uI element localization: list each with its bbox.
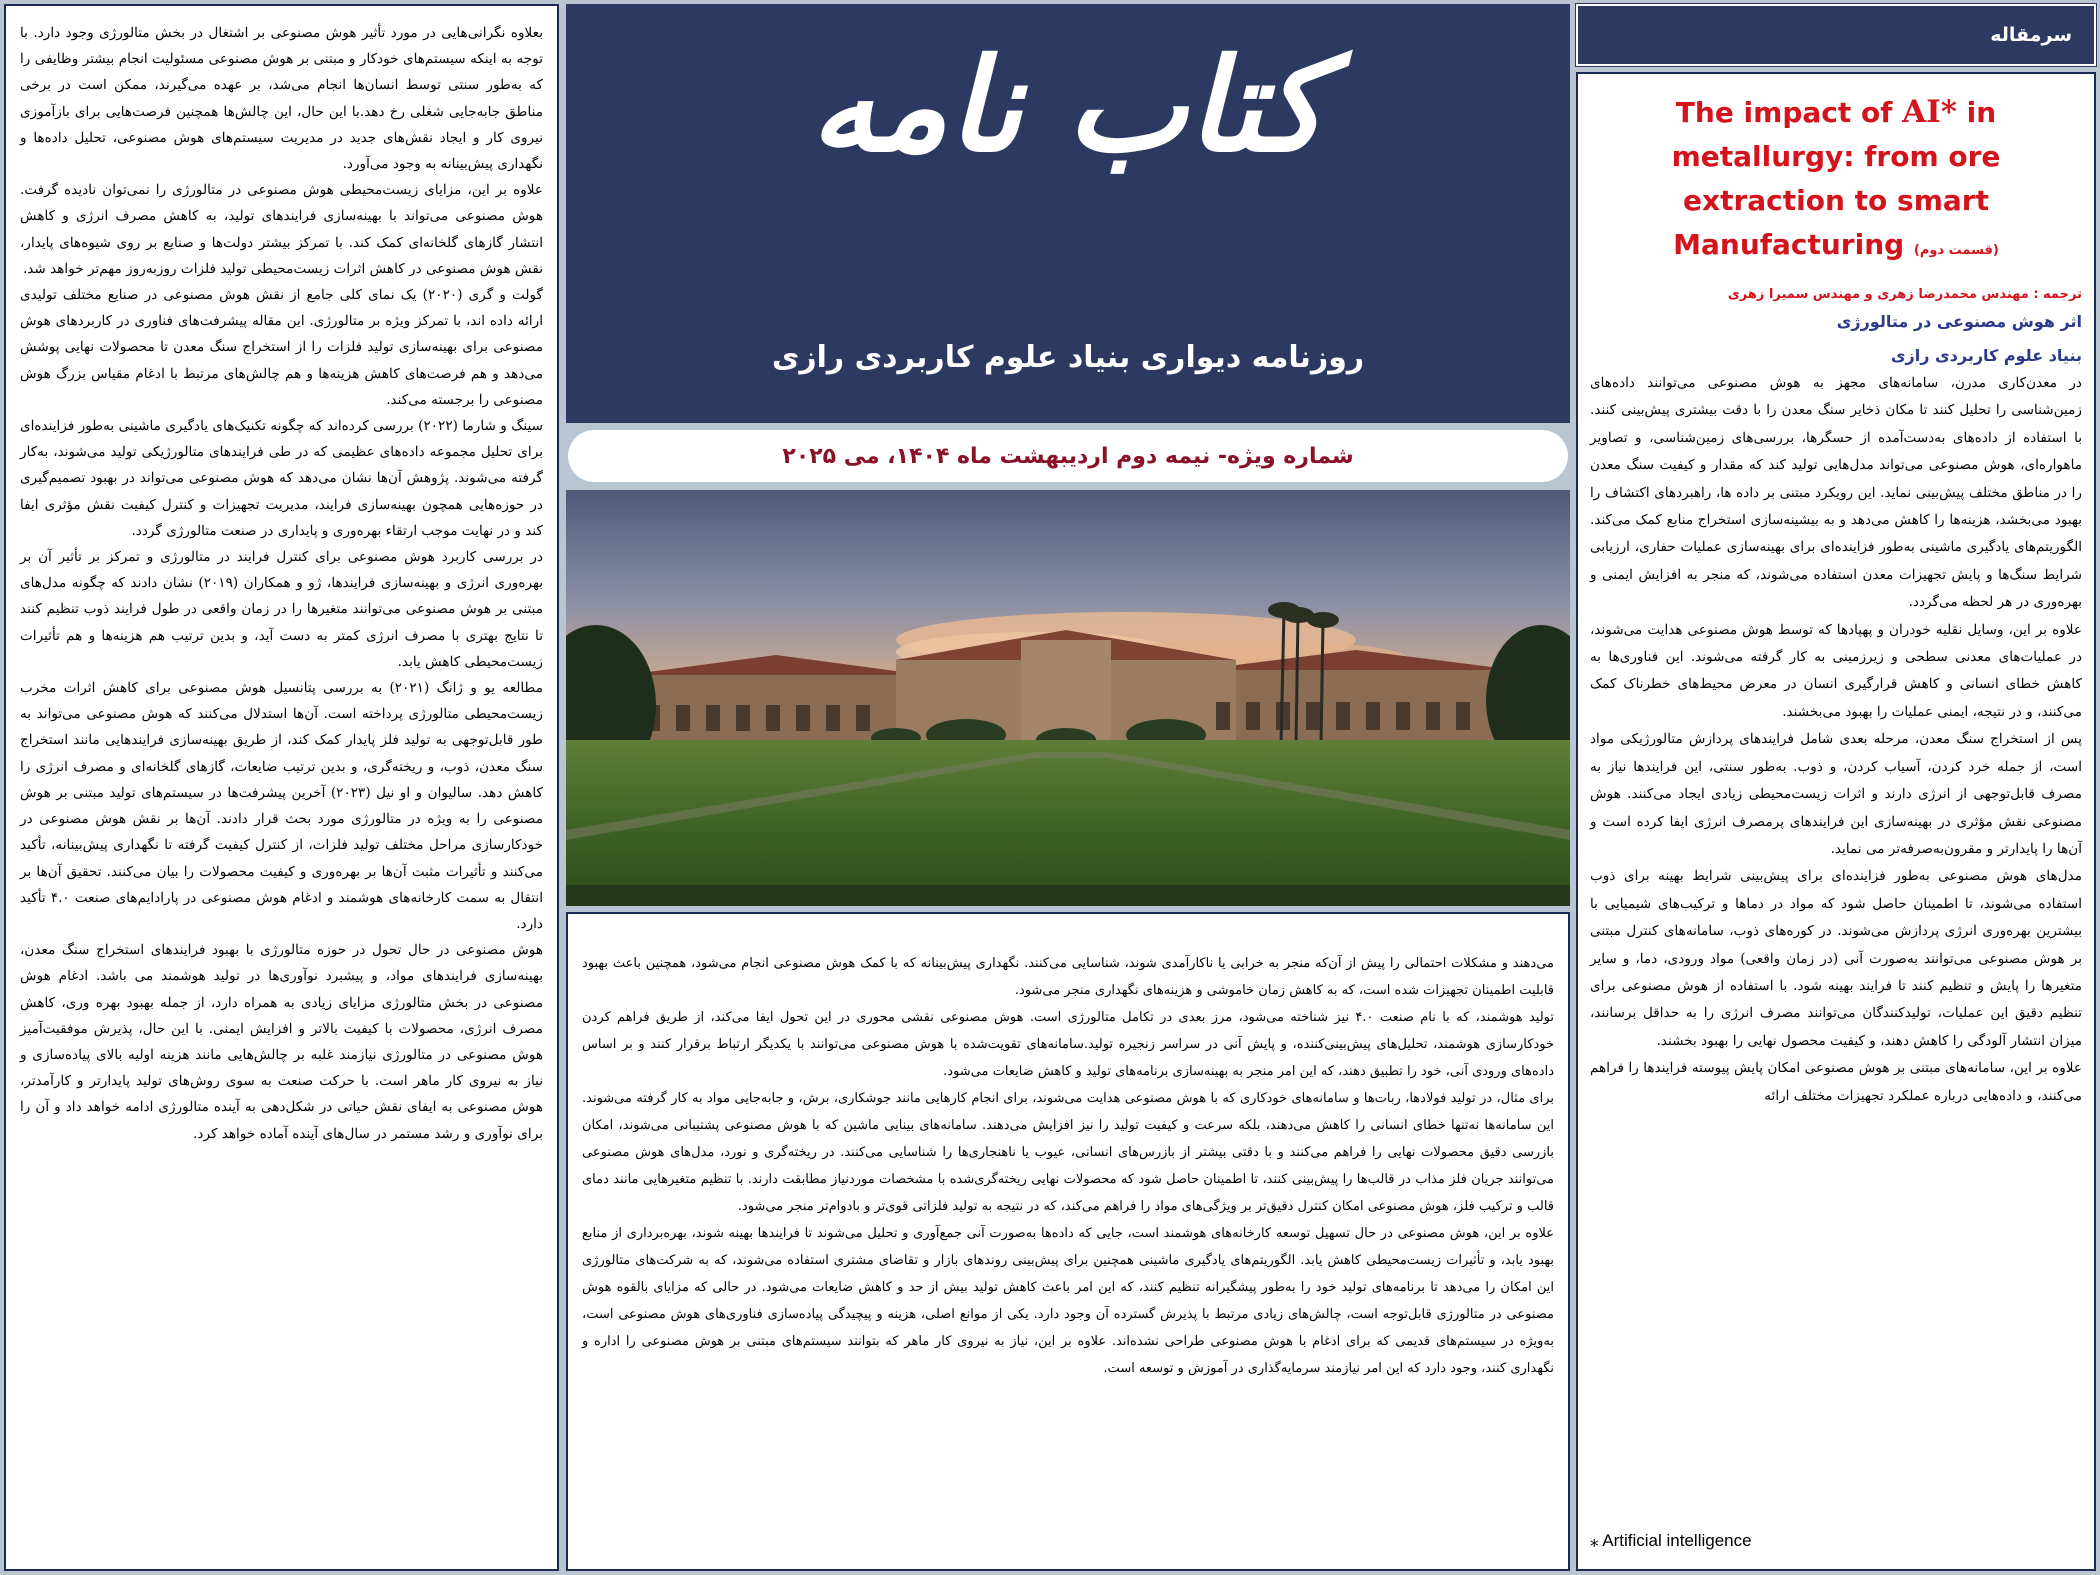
right-article-column [1576, 72, 2096, 1571]
left-paragraph-6: مطالعه یو و ژانگ (۲۰۲۱) به بررسی پتانسیل هوش مصنوعی برای کاهش اثرات مخرب زیست‌محیطی متالورژی پرداخته است. آن‌ها استدلال می‌کنند که هوش مصنوعی می‌تواند به طور قابل‌توجهی به تولید فلز پایدار کمک کند، از طریق بهینه‌سازی فرایندهایی مانند استخراج سنگ معدن، ذوب، و ریخته‌گری، و بدین ترتیب ضایعات، گازهای گلخانه‌ای و مصرف انرژی را کاهش دهد. سالیوان و او نیل (۲۰۲۳) آخرین پیشرفت‌ها در سیستم‌های تولید مبتنی بر هوش مصنوعی را به ویژه در متالورژی مورد بحث قرار دادند. آن‌ها بر نقش هوش مصنوعی در خودکارسازی مراحل مختلف تولید فلزات، از کنترل کیفیت گرفته تا نگهداری پیش‌بینانه، تأکید می‌کنند و تأثیرات مثبت آن‌ها بر بهره‌وری و کیفیت محصولات را بیان می‌کنند. تحقیق آن‌ها بر انتقال به سمت کارخانه‌های هوشمند و ادغام هوش مصنوعی در پارادایم‌های صنعت ۴.۰ تأکید دارد. [20, 680, 543, 932]
masthead [566, 4, 1570, 423]
left-paragraph-7: هوش مصنوعی در حال تحول در حوزه متالورژی با بهبود فرایندهای استخراج سنگ معدن، بهینه‌سازی فرایندهای مواد، و پیشبرد نوآوری‌ها در تولید هوشمند می باشد. ادغام هوش مصنوعی در بخش متالورژی مزایای زیادی به همراه دارد، از جمله بهبود بهره وری، کاهش مصرف انرژی، محصولات با کیفیت بالاتر و افزایش ایمنی. با این حال، پذیرش موفقیت‌آمیز هوش مصنوعی در متالورژی نیازمند غلبه بر چالش‌هایی مانند هزینه اولیه بالای پیاده‌سازی و نیاز به نیروی کار ماهر است. با حرکت صنعت به سوی روش‌های تولید پایدارتر و کارآمدتر، هوش مصنوعی به ایفای نقش حیاتی در شکل‌دهی به آینده متالورژی ادامه خواهد داد و آن را برای نوآوری و رشد مستمر در سال‌های آینده آماده خواهد کرد. [20, 942, 543, 1142]
organization-name: بنیاد علوم کاربردی رازی [1890, 346, 2082, 365]
left-paragraph-3: گولت و گری (۲۰۲۰) یک نمای کلی جامع از نقش هوش مصنوعی در صنایع مختلف تولیدی ارائه داده اند، با تمرکز ویژه بر متالورژی. این مقاله پیشرفت‌های فناوری در کاربردهای هوش مصنوعی برای بهینه‌سازی تولید فلزات را از استخراج سنگ معدن تا محصولات نهایی پوشش می‌دهد و هم فرصت‌های کاهش هزینه‌ها و هم چالش‌های مرتبط با ادغام مقیاس بزرگ هوش مصنوعی را برجسته می‌کند. [20, 287, 543, 408]
right-paragraph-5: علاوه بر این، سامانه‌های مبتنی بر هوش مصنوعی امکان پایش پیوسته فرایندها را فراهم می‌کنند، و داده‌هایی درباره عملکرد تجهیزات مختلف ارائه [1590, 1060, 2082, 1104]
campus-photo-illustration [566, 490, 1570, 906]
section-label: سرمقاله [1990, 24, 2072, 46]
campus-photo [566, 490, 1570, 906]
article-title [1590, 90, 2082, 273]
article-title-pre: The impact of [1675, 96, 1903, 129]
article-part-label: (قسمت دوم) [1913, 243, 1999, 258]
article-subheading: اثر هوش مصنوعی در متالورژی [1836, 312, 2082, 331]
issue-date-text: شماره ویژه- نیمه دوم اردیبهشت ماه ۱۴۰۴، می ۲۰۲۵ [782, 443, 1354, 469]
right-paragraph-1: در معدن‌کاری مدرن، سامانه‌های مجهز به هوش مصنوعی می‌توانند داده‌های زمین‌شناسی را تحلیل کنند تا مکان ذخایر سنگ معدن را با دقت بیشتری پیش‌بینی کنند. با استفاده از داده‌های به‌دست‌آمده از حسگرها، بررسی‌های زمین‌شناسی، و تصاویر ماهواره‌ای، هوش مصنوعی می‌تواند مدل‌هایی تولید کند که مقدار و کیفیت سنگ معدن را در مناطق مختلف پیش‌بینی نماید. این رویکرد مبتنی بر داده ها، راهبردهای اکتشاف را بهبود می‌بخشد، هزینه‌ها را کاهش می‌دهد و به بیشینه‌سازی استخراج منابع کمک می‌کند. الگوریتم‌های یادگیری ماشینی به‌طور فزاینده‌ای برای بهینه‌سازی عملیات حفاری، ارزیابی شرایط سنگ‌ها و پایش تجهیزات معدن استفاده می‌شوند، که منجر به افزایش ایمنی و بهره‌وری در هر لحظه می‌گردد. [1590, 375, 2082, 611]
middle-paragraph-3: برای مثال، در تولید فولادها، ربات‌ها و سامانه‌های خودکاری که با هوش مصنوعی هدایت می‌شوند، برای انجام کارهایی مانند جوشکاری، برش، و جابه‌جایی مواد به کار گرفته می‌شوند. این سامانه‌ها نه‌تنها خطای انسانی را کاهش می‌دهند، بلکه سرعت و کیفیت تولید را نیز افزایش می‌دهند. سامانه‌های بینایی ماشین که با هوش مصنوعی پشتیبانی می‌شوند، امکان بازرسی دقیق محصولات نهایی را فراهم می‌کنند و با دقتی بیشتر از بازرس‌های انسانی، عیوب یا ناهنجاری‌ها را شناسایی می‌کنند. در ریخته‌گری و نورد، مدل‌های هوش مصنوعی می‌توانند جریان فلز مذاب در قالب‌ها را پیش‌بینی کنند، تا اطمینان حاصل شود که محصولات نهایی ریخته‌گری‌شده با مشخصات موردنیاز مطابقت دارند. با تنظیم متغیرهایی مانند دمای قالب و ترکیب فلز، هوش مصنوعی امکان کنترل دقیق‌تر بر ویژگی‌های مواد را فراهم می‌کند، که در نتیجه به تولید فلزاتی قوی‌تر و بادوام‌تر منجر می‌شود. [582, 1091, 1554, 1214]
issue-bar [568, 430, 1568, 482]
left-paragraph-2: علاوه بر این، مزایای زیست‌محیطی هوش مصنوعی در متالورژی را نمی‌توان نادیده گرفت. هوش مصنوعی می‌تواند با بهینه‌سازی فرایندهای تولید، به کاهش مصرف انرژی و کاهش انتشار گازهای گلخانه‌ای کمک کند. با تمرکز بیشتر دولت‌ها و صنایع بر روی شیوه‌های پایدار، نقش هوش مصنوعی در کاهش اثرات زیست‌محیطی تولید فلزات روزبه‌روز مهم‌تر خواهد شد. [20, 182, 543, 277]
middle-paragraph-4: علاوه بر این، هوش مصنوعی در حال تسهیل توسعه کارخانه‌های هوشمند است، جایی که داده‌ها به‌صورت آنی جمع‌آوری و تحلیل می‌شوند تا فرایندها بهینه شوند، بهره‌برداری از منابع بهبود یابد، و تأثیرات زیست‌محیطی کاهش یابد. الگوریتم‌های یادگیری ماشینی همچنین برای پیش‌بینی روندهای بازار و تقاضای مشتری استفاده می‌شوند، که به شرکت‌های متالورژی این امکان را می‌دهد تا برنامه‌های تولید خود را به‌طور پیشگیرانه تنظیم کنند، که این امر باعث کاهش تولید بیش از حد و کاهش ضایعات می‌شود. در حالی که مزایای بالقوه هوش مصنوعی در متالورژی قابل‌توجه است، چالش‌های زیادی مرتبط با پذیرش گسترده آن وجود دارد. یکی از موانع اصلی، هزینه و پیچیدگی پیاده‌سازی فناوری‌های هوش مصنوعی است، به‌ویژه در سیستم‌های قدیمی که برای ادغام با هوش مصنوعی طراحی نشده‌اند. علاوه بر این، نیاز به نیروی کار ماهر که بتوانند سیستم‌های مبتنی بر هوش مصنوعی را اداره و نگهداری کنند، وجود دارد که این امر نیازمند سرمایه‌گذاری در آموزش و توسعه است. [582, 1226, 1554, 1376]
right-paragraph-4: مدل‌های هوش مصنوعی به‌طور فزاینده‌ای برای پیش‌بینی شرایط بهینه برای ذوب استفاده می‌شوند، تا اطمینان حاصل شود که مواد در دماها و ترکیب‌های شیمیایی با بیشترین بهره‌وری انرژی پردازش می‌شوند. در کوره‌های ذوب، سامانه‌های کنترل مبتنی بر هوش مصنوعی می‌توانند به‌صورت آنی (در زمان واقعی) مواد ورودی، دما، و سایر متغیرها را پایش و تنظیم کنند تا فرایند بهینه شود. با استفاده از هوش مصنوعی برای تنظیم دقیق این عملیات، تولیدکنندگان می‌توانند مصرف انرژی را به حداقل برسانند، میزان انتشار آلودگی را کاهش دهند، و کیفیت محصول نهایی را بهبود بخشند. [1590, 868, 2082, 1049]
left-paragraph-5: در بررسی کاربرد هوش مصنوعی برای کنترل فرایند در متالورژی و تمرکز بر تأثیر آن بر بهره‌وری انرژی و بهینه‌سازی فرایندها، ژو و همکاران (۲۰۱۹) نشان دادند که چگونه مدل‌های مبتنی بر هوش مصنوعی می‌توانند متغیرها را در زمان واقعی در طول فرایند ذوب تنظیم کنند تا نتایج بهتری با مصرف انرژی کمتر به دست آید، و بدین ترتیب هم هزینه‌ها و هم تأثیرات زیست‌محیطی کاهش یابد. [20, 549, 543, 670]
masthead-subtitle: روزنامه دیواری بنیاد علوم کاربردی رازی [771, 340, 1365, 375]
middle-paragraph-2: تولید هوشمند، که با نام صنعت ۴.۰ نیز شناخته می‌شود، مرز بعدی در تکامل متالورژی است. هوش مصنوعی نقشی محوری در این تحول ایفا می‌کند، از طریق فراهم کردن خودکارسازی هوشمند، تحلیل‌های پیش‌بینی‌کننده، و پایش آنی در سراسر زنجیره تولید.سامانه‌های تقویت‌شده با هوش مصنوعی می‌توانند با یکدیگر ارتباط برقرار کنند و بر اساس داده‌های ورودی آنی، خود را تطبیق دهند، که این امر منجر به بهینه‌سازی برنامه‌های تولید و کاهش ضایعات می‌شود. [582, 1010, 1554, 1079]
left-paragraph-4: سینگ و شارما (۲۰۲۲) بررسی کرده‌اند که چگونه تکنیک‌های یادگیری ماشینی به‌طور فزاینده‌ای برای تحلیل مجموعه داده‌های عظیمی که در طی فرایندهای متالورژیکی تولید می‌شوند، به‌کار گرفته می‌شوند. پژوهش آن‌ها نشان می‌دهد که هوش مصنوعی می‌تواند در بهبود تصمیم‌گیری در حوزه‌هایی همچون بهینه‌سازی فرایند، مدیریت تجهیزات و کنترل کیفیت نقش مؤثری ایفا کند و در نهایت موجب ارتقاء بهره‌وری و پایداری در صنعت متالورژی گردد. [20, 418, 543, 539]
footnote: ⁎ Artificial intelligence [1590, 1531, 1752, 1550]
right-paragraph-2: علاوه بر این، وسایل نقلیه خودران و پهپادها که توسط هوش مصنوعی هدایت می‌شوند، در عملیات‌های معدنی سطحی و زیرزمینی به کار گرفته می‌شوند. این فناوری‌ها به کاهش خطای انسانی و کاهش قرارگیری انسان در معرض محیط‌های خطرناک کمک می‌کنند، و در نتیجه، ایمنی عملیات را بهبود می‌بخشند. [1590, 621, 2082, 720]
middle-article-column [566, 912, 1570, 1571]
translators-line: ترجمه : مهندس محمدرضا زهری و مهندس سمیرا زهری [1727, 287, 2082, 302]
masthead-title: کتاب نامه [810, 31, 1326, 181]
middle-paragraph-1: می‌دهند و مشکلات احتمالی را پیش از آن‌که منجر به خرابی یا ناکارآمدی شوند، شناسایی می‌کنند. نگهداری پیش‌بینانه که با کمک هوش مصنوعی انجام می‌شود، همچنین باعث بهبود قابلیت اطمینان تجهیزات شده است، که به کاهش زمان خاموشی و هزینه‌های نگهداری منجر می‌شود. [582, 956, 1554, 998]
section-label-bar [1576, 4, 2096, 66]
left-article-column [4, 4, 559, 1571]
article-title-ai: AI* [1902, 94, 1957, 130]
left-paragraph-1: بعلاوه نگرانی‌هایی در مورد تأثیر هوش مصنوعی بر اشتغال در بخش متالورژی وجود دارد. با توجه به اینکه سیستم‌های خودکار و مبتنی بر هوش مصنوعی مسئولیت انجام بیشتر وظایفی را که به‌طور سنتی توسط انسان‌ها انجام می‌شد، بر عهده می‌گیرند، ممکن است در برخی مناطق جابه‌جایی شغلی رخ دهد.با این حال، این چالش‌ها همچنین فرصت‌هایی برای بازآموزی نیروی کار و ایجاد نقش‌های جدید در مدیریت سیستم‌های هوش مصنوعی، تحلیل داده‌ها و نگهداری پیش‌بینانه به وجود می‌آورد. [20, 25, 543, 173]
right-paragraph-3: پس از استخراج سنگ معدن، مرحله بعدی شامل فرایندهای پردازش متالورژیکی مواد است، از جمله خرد کردن، آسیاب کردن، و ذوب. به‌طور سنتی، این فرایندها نیاز به مصرف قابل‌توجهی از انرژی دارند و اثرات زیست‌محیطی زیادی ایجاد می‌کنند. هوش مصنوعی نقش مؤثری در بهینه‌سازی این فرایندهای پرمصرف انرژی ایفا کرده است و آن‌ها را پایدارتر و مقرون‌به‌صرفه‌تر می نماید. [1590, 731, 2082, 857]
article-title-post: in metallurgy: from ore extraction to smart Manufacturing [1671, 96, 2001, 261]
